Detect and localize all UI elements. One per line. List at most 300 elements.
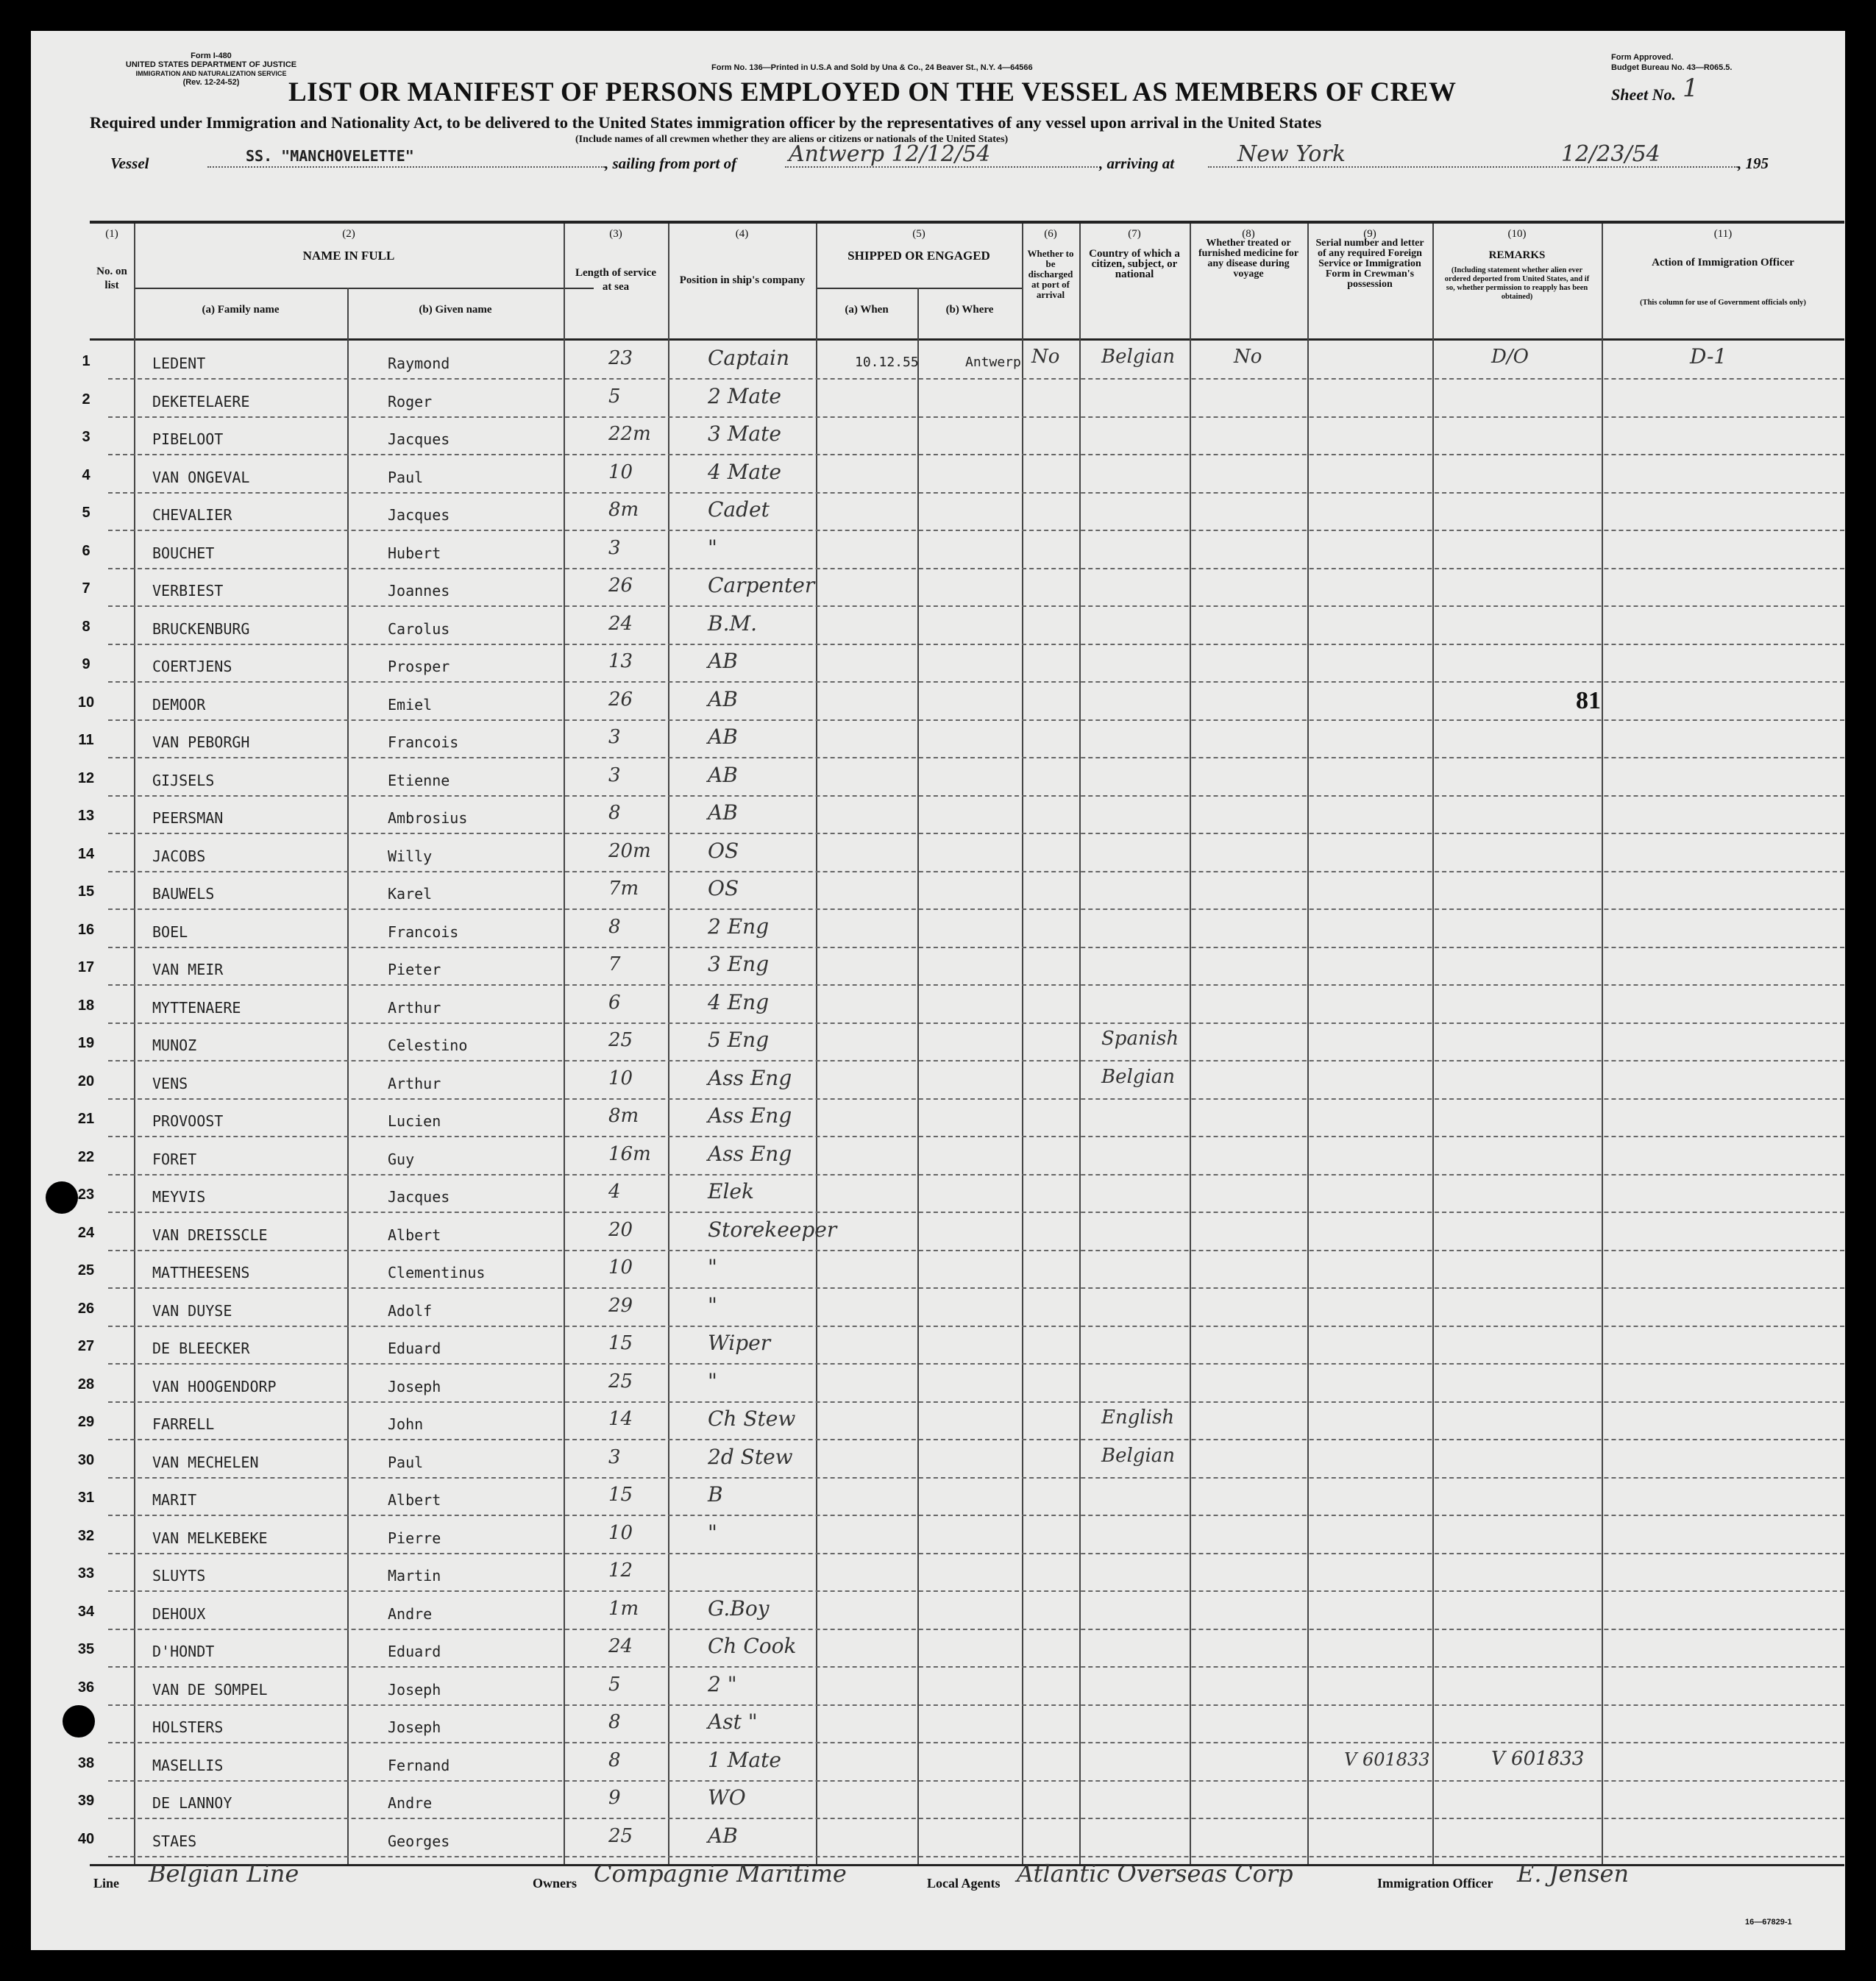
col8-header: Whether treated or furnished medicine for any disease during voyage: [1198, 238, 1299, 280]
col4-header: Position in ship's company: [679, 274, 806, 286]
row-number: 29: [77, 1414, 95, 1430]
length-of-service: 10: [608, 1256, 633, 1278]
table-row: [82, 531, 1844, 569]
table-row: [77, 1819, 1844, 1857]
given-name: Ambrosius: [388, 809, 468, 827]
family-name: FORET: [152, 1150, 197, 1168]
length-of-service: 3: [608, 764, 621, 786]
row-number: 24: [77, 1224, 95, 1241]
length-of-service: 7m: [608, 878, 639, 900]
table-row: [77, 986, 1844, 1024]
position: 2 ": [708, 1671, 737, 1696]
given-name: Pieter: [388, 961, 441, 978]
row-number: 34: [77, 1603, 95, 1620]
table-row: [82, 380, 1844, 418]
row-number: 12: [77, 769, 95, 786]
table-row: [77, 1289, 1844, 1327]
footer-code: 16—67829-1: [1745, 1918, 1792, 1927]
length-of-service: 7: [608, 953, 621, 975]
remarks: V 601833: [1491, 1747, 1585, 1770]
printer-note: Form No. 136—Printed in U.S.A and Sold by Una & Co., 24 Beaver St., N.Y. 4—64566: [711, 63, 1033, 72]
row-number: 30: [77, 1451, 95, 1468]
approval-line-2: Budget Bureau No. 43—R065.5.: [1611, 63, 1733, 72]
table-header-rule: [90, 338, 1844, 341]
row-number: 20: [77, 1073, 95, 1089]
col6-header: Whether to be discharged at port of arrival: [1027, 248, 1074, 300]
length-of-service: 3: [608, 536, 621, 559]
row-number: 36: [77, 1679, 95, 1696]
approval-line-1: Form Approved.: [1611, 53, 1674, 62]
col9-header: Serial number and letter of any required Foreign Service or Immigration Form in Crewman's possession: [1315, 238, 1424, 290]
position: AB: [708, 725, 738, 749]
position: OS: [708, 838, 739, 863]
given-name: Fernand: [388, 1756, 450, 1774]
given-name: Etienne: [388, 771, 450, 789]
length-of-service: 23: [608, 347, 633, 369]
row-number: 9: [82, 656, 90, 672]
position: WO: [708, 1785, 746, 1810]
family-name: MARIT: [152, 1491, 197, 1509]
family-name: VAN DUYSE: [152, 1301, 232, 1320]
table-row: [77, 1137, 1844, 1176]
position: AB: [708, 762, 738, 787]
row-number: 11: [78, 732, 94, 748]
length-of-service: 25: [608, 1029, 633, 1051]
position: AB: [708, 800, 738, 825]
position: OS: [708, 876, 739, 900]
given-name: Arthur: [388, 998, 441, 1017]
col7-number: (7): [1128, 228, 1141, 240]
row-number: 4: [82, 466, 90, 483]
line-label: Line: [93, 1876, 120, 1891]
col5a-header: (a) When: [845, 304, 889, 316]
country: Belgian: [1101, 1444, 1176, 1467]
family-name: BAUWELS: [152, 885, 215, 903]
row-number: 15: [77, 883, 95, 900]
table-row: [77, 872, 1844, 910]
position: AB: [708, 686, 738, 711]
given-name: Lucien: [388, 1112, 441, 1130]
row-number: 13: [77, 808, 95, 824]
family-name: D'HONDT: [152, 1643, 215, 1660]
given-name: Martin: [388, 1567, 441, 1585]
family-name: VERBIEST: [152, 582, 224, 600]
line-value: Belgian Line: [149, 1860, 299, 1888]
position: 4 Eng: [708, 989, 770, 1014]
length-of-service: 5: [608, 1673, 621, 1696]
col11-header: Action of Immigration Officer: [1652, 257, 1794, 268]
col10-number: (10): [1507, 228, 1527, 240]
length-of-service: 10: [608, 1067, 633, 1089]
row-number: 2: [82, 391, 90, 408]
table-row: [77, 1023, 1844, 1061]
family-name: BOUCHET: [152, 544, 215, 562]
family-name: VAN HOOGENDORP: [152, 1377, 277, 1395]
family-name: FARRELL: [152, 1415, 215, 1433]
position: AB: [708, 1823, 738, 1848]
given-name: Paul: [388, 1453, 424, 1471]
given-name: Georges: [388, 1832, 450, 1850]
col2-number: (2): [342, 228, 355, 240]
table-row: [82, 493, 1844, 531]
row-number: 16: [77, 921, 95, 938]
table-row: [108, 1705, 1844, 1743]
given-name: Celestino: [388, 1036, 468, 1054]
position: Ast ": [708, 1710, 758, 1734]
row-number: 1: [82, 353, 90, 369]
vessel-underline: [207, 166, 605, 168]
position: Elek: [708, 1179, 754, 1203]
family-name: HOLSTERS: [152, 1718, 224, 1736]
col1-header: No. on list: [96, 266, 127, 291]
col5-header: SHIPPED OR ENGAGED: [848, 249, 990, 263]
row-number: 6: [82, 542, 90, 559]
page-title: LIST OR MANIFEST OF PERSONS EMPLOYED ON THE VESSEL AS MEMBERS OF CREW: [288, 77, 1457, 107]
position: ": [708, 535, 717, 560]
col4-number: (4): [735, 228, 749, 240]
family-name: MYTTENAERE: [152, 998, 241, 1017]
table-row: [77, 1061, 1844, 1100]
sheet-number: 1: [1683, 74, 1699, 103]
length-of-service: 15: [608, 1332, 633, 1354]
row-number: 5: [82, 505, 90, 521]
given-name: Arthur: [388, 1074, 441, 1092]
sailing-port: Antwerp 12/12/54: [789, 141, 991, 167]
position: ": [708, 1255, 717, 1279]
col8-number: (8): [1242, 228, 1255, 240]
col9-number: (9): [1363, 228, 1376, 240]
family-name: VAN ONGEVAL: [152, 468, 250, 486]
col7-header: Country of which a citizen, subject, or national: [1089, 248, 1180, 280]
given-name: Joseph: [388, 1377, 441, 1395]
family-name: STAES: [152, 1832, 197, 1850]
col2a-header: (a) Family name: [202, 304, 280, 316]
family-name: PEERSMAN: [152, 809, 224, 827]
position: 2 Eng: [708, 914, 770, 939]
position: AB: [708, 649, 738, 673]
position: 3 Mate: [708, 422, 781, 446]
family-name: DEMOOR: [152, 695, 206, 714]
col1-number: (1): [105, 228, 118, 240]
table-row: [82, 417, 1844, 455]
discharged: No: [1031, 346, 1060, 368]
table-row: [77, 1668, 1844, 1706]
table-row: [77, 758, 1844, 797]
sailing-label: , sailing from port of: [605, 154, 737, 172]
given-name: Joannes: [388, 582, 450, 600]
given-name: Emiel: [388, 695, 433, 714]
position: 3 Eng: [708, 952, 770, 976]
family-name: PIBELOOT: [152, 430, 224, 448]
given-name: Roger: [388, 392, 433, 410]
family-name: BOEL: [152, 922, 188, 941]
table-row: [77, 1365, 1844, 1403]
family-name: MUNOZ: [152, 1036, 197, 1054]
row-number: 8: [82, 618, 90, 635]
year-suffix: , 195: [1738, 154, 1769, 172]
agents-value: Atlantic Overseas Corp: [1017, 1860, 1293, 1888]
row-number: 39: [77, 1793, 95, 1809]
position: 2 Mate: [708, 383, 781, 408]
row-number: 23: [77, 1187, 95, 1203]
country: Belgian: [1101, 1065, 1176, 1088]
vessel-label: Vessel: [110, 154, 149, 172]
arriving-label: , arriving at: [1099, 154, 1175, 172]
length-of-service: 9: [608, 1787, 621, 1809]
family-name: VAN PEBORGH: [152, 733, 250, 751]
length-of-service: 26: [608, 688, 633, 711]
length-of-service: 12: [608, 1559, 633, 1582]
table-row: [77, 1781, 1844, 1819]
owners-label: Owners: [533, 1876, 577, 1891]
given-name: Carolus: [388, 619, 450, 638]
owners-value: Compagnie Maritime: [594, 1860, 847, 1888]
row-number: 28: [77, 1376, 95, 1393]
length-of-service: 8: [608, 1711, 621, 1733]
row-number: 25: [77, 1262, 95, 1278]
row-number: 3: [82, 429, 90, 445]
family-name: DE BLEECKER: [152, 1340, 250, 1357]
position: 4 Mate: [708, 459, 781, 484]
row-number: 32: [77, 1527, 95, 1544]
sheet-label: Sheet No.: [1611, 85, 1676, 104]
table-row: [77, 1099, 1844, 1137]
length-of-service: 24: [608, 1635, 633, 1657]
position: ": [708, 1292, 717, 1317]
length-of-service: 8: [608, 915, 621, 938]
given-name: Adolf: [388, 1301, 433, 1320]
family-name: VENS: [152, 1074, 188, 1092]
officer-signature: E. Jensen: [1517, 1860, 1630, 1888]
given-name: Guy: [388, 1150, 415, 1168]
table-row: [77, 1440, 1844, 1479]
table-row: [77, 1326, 1844, 1365]
family-name: JACOBS: [152, 847, 206, 865]
table-row: [78, 720, 1844, 758]
col11-note: (This column for use of Government officials only): [1640, 299, 1806, 307]
country: Belgian: [1101, 346, 1176, 368]
shipped-where: Antwerp: [965, 355, 1021, 370]
table-row: [77, 1743, 1844, 1782]
length-of-service: 8m: [608, 1105, 639, 1127]
col5b-header: (b) Where: [945, 304, 994, 316]
position: Ch Cook: [708, 1634, 797, 1658]
given-name: Albert: [388, 1226, 441, 1244]
revision: (Rev. 12-24-52): [182, 78, 240, 87]
col6-number: (6): [1044, 228, 1057, 240]
col10-note: (Including statement whether alien ever ordered deported from United States, and if so, whether permission to reapply has been obtained): [1444, 266, 1590, 301]
given-name: Jacques: [388, 506, 450, 524]
length-of-service: 10: [608, 1521, 633, 1544]
form-id: Form I-480: [191, 51, 232, 60]
given-name: Clementinus: [388, 1264, 486, 1281]
row-number: 14: [77, 845, 95, 862]
family-name: MASELLIS: [152, 1756, 224, 1774]
family-name: DEHOUX: [152, 1604, 206, 1623]
position: Ass Eng: [708, 1065, 792, 1090]
position: ": [708, 1520, 717, 1545]
punch-hole-2: [63, 1705, 95, 1738]
length-of-service: 24: [608, 612, 633, 635]
name-subheader-rule: [134, 288, 594, 289]
given-name: Francois: [388, 922, 459, 941]
length-of-service: 10: [608, 460, 633, 483]
row-number: 40: [77, 1830, 95, 1847]
family-name: BRUCKENBURG: [152, 619, 250, 638]
position: Ch Stew: [708, 1406, 796, 1431]
subtitle: Required under Immigration and Nationality Act, to be delivered to the United States immigration officer by the representatives of any vessel upon arrival in the United States: [90, 113, 1322, 132]
length-of-service: 4: [608, 1181, 621, 1203]
family-name: MATTHEESENS: [152, 1264, 250, 1281]
position: G.Boy: [708, 1596, 770, 1621]
table-row: [77, 1175, 1844, 1213]
length-of-service: 20: [608, 1218, 633, 1241]
given-name: Joseph: [388, 1680, 441, 1699]
row-number: 26: [77, 1300, 95, 1317]
col5-number: (5): [912, 228, 925, 240]
subnote: (Include names of all crewmen whether they are aliens or citizens or nationals of the United States): [575, 134, 1009, 145]
given-name: Albert: [388, 1491, 441, 1509]
family-name: MEYVIS: [152, 1188, 206, 1206]
given-name: John: [388, 1415, 424, 1433]
remarks: D/O: [1491, 346, 1529, 368]
family-name: LEDENT: [152, 355, 206, 372]
given-name: Jacques: [388, 430, 450, 448]
serial-number: V 601833: [1344, 1749, 1430, 1770]
table-row: [77, 1251, 1844, 1289]
length-of-service: 3: [608, 726, 621, 748]
position: B: [708, 1482, 723, 1507]
arrival-date: 12/23/54: [1561, 141, 1660, 167]
length-of-service: 14: [608, 1408, 633, 1430]
given-name: Paul: [388, 468, 424, 486]
position: Wiper: [708, 1331, 771, 1355]
length-of-service: 8: [608, 1749, 621, 1771]
col2-header: NAME IN FULL: [302, 249, 395, 263]
position: 1 Mate: [708, 1747, 781, 1772]
length-of-service: 22m: [608, 423, 651, 445]
family-name: GIJSELS: [152, 771, 215, 789]
given-name: Eduard: [388, 1340, 441, 1357]
length-of-service: 6: [608, 991, 621, 1014]
length-of-service: 25: [608, 1370, 633, 1393]
family-name: PROVOOST: [152, 1112, 224, 1130]
table-row: [77, 796, 1844, 834]
position: Ass Eng: [708, 1141, 792, 1166]
given-name: Raymond: [388, 355, 450, 372]
given-name: Pierre: [388, 1529, 441, 1547]
length-of-service: 8: [608, 802, 621, 824]
given-name: Hubert: [388, 544, 441, 562]
length-of-service: 25: [608, 1824, 633, 1847]
family-name: VAN DE SOMPEL: [152, 1680, 268, 1699]
family-name: VAN DREISSCLE: [152, 1226, 268, 1244]
given-name: Andre: [388, 1794, 433, 1812]
col2b-header: (b) Given name: [419, 304, 492, 316]
table-row: [77, 947, 1844, 986]
position: 5 Eng: [708, 1028, 770, 1052]
officer-label: Immigration Officer: [1377, 1876, 1493, 1891]
table-row: [77, 834, 1844, 872]
table-row: [77, 1478, 1844, 1516]
row-number: 19: [77, 1035, 95, 1051]
position: ": [708, 1368, 717, 1393]
length-of-service: 5: [608, 385, 621, 408]
col11-number: (11): [1713, 228, 1733, 240]
col3-header: Length of service at sea: [575, 267, 656, 293]
row-number: 17: [77, 959, 95, 975]
given-name: Karel: [388, 885, 433, 903]
country: English: [1101, 1406, 1175, 1429]
shipped-subheader-rule: [816, 288, 1022, 289]
given-name: Jacques: [388, 1188, 450, 1206]
punch-hole-1: [46, 1181, 78, 1214]
length-of-service: 26: [608, 575, 633, 597]
table-row: [77, 1592, 1844, 1630]
row-number: 21: [77, 1111, 95, 1127]
length-of-service: 16m: [608, 1142, 651, 1165]
col10-header: REMARKS: [1488, 249, 1546, 261]
medicine: No: [1234, 346, 1262, 368]
length-of-service: 8m: [608, 499, 639, 521]
position: Cadet: [708, 497, 770, 522]
table-row: [82, 607, 1844, 645]
table-row: [82, 569, 1844, 607]
table-row: [82, 455, 1844, 494]
row-number: 38: [77, 1754, 95, 1771]
row-number: 35: [77, 1641, 95, 1657]
table-row: [77, 1629, 1844, 1668]
position: Ass Eng: [708, 1103, 792, 1128]
table-row: [77, 1213, 1844, 1251]
family-name: VAN MELKEBEKE: [152, 1529, 268, 1547]
length-of-service: 29: [608, 1294, 633, 1317]
row-number: 33: [77, 1565, 95, 1582]
table-row: [77, 1516, 1844, 1554]
shipped-when: 10.12.55: [855, 355, 919, 370]
position: Carpenter: [708, 573, 815, 597]
given-name: Eduard: [388, 1643, 441, 1660]
position: 2d Stew: [708, 1444, 793, 1469]
country: Spanish: [1101, 1028, 1179, 1050]
family-name: VAN MECHELEN: [152, 1453, 259, 1471]
agency-line-1: UNITED STATES DEPARTMENT OF JUSTICE: [125, 60, 297, 69]
position: B.M.: [708, 611, 758, 636]
row-number: 10: [77, 694, 95, 711]
row-number: 22: [77, 1148, 95, 1165]
position: Storekeeper: [708, 1217, 837, 1242]
agency-line-2: IMMIGRATION AND NATURALIZATION SERVICE: [135, 70, 287, 77]
row-number: 7: [82, 580, 90, 597]
col3-number: (3): [609, 228, 622, 240]
length-of-service: 3: [608, 1445, 621, 1468]
row-number: 27: [77, 1338, 95, 1354]
family-name: DE LANNOY: [152, 1794, 232, 1812]
given-name: Francois: [388, 733, 459, 751]
row-number: 31: [77, 1490, 95, 1506]
table-row: [77, 683, 1844, 721]
agents-label: Local Agents: [927, 1876, 1001, 1891]
table-row: [77, 910, 1844, 948]
table-row: [77, 1402, 1844, 1440]
length-of-service: 15: [608, 1484, 633, 1506]
action: D-1: [1690, 344, 1727, 369]
length-of-service: 20m: [608, 839, 651, 862]
given-name: Willy: [388, 847, 433, 865]
family-name: DEKETELAERE: [152, 392, 250, 410]
table-row: [82, 644, 1844, 683]
arriving-port: New York: [1237, 141, 1346, 167]
